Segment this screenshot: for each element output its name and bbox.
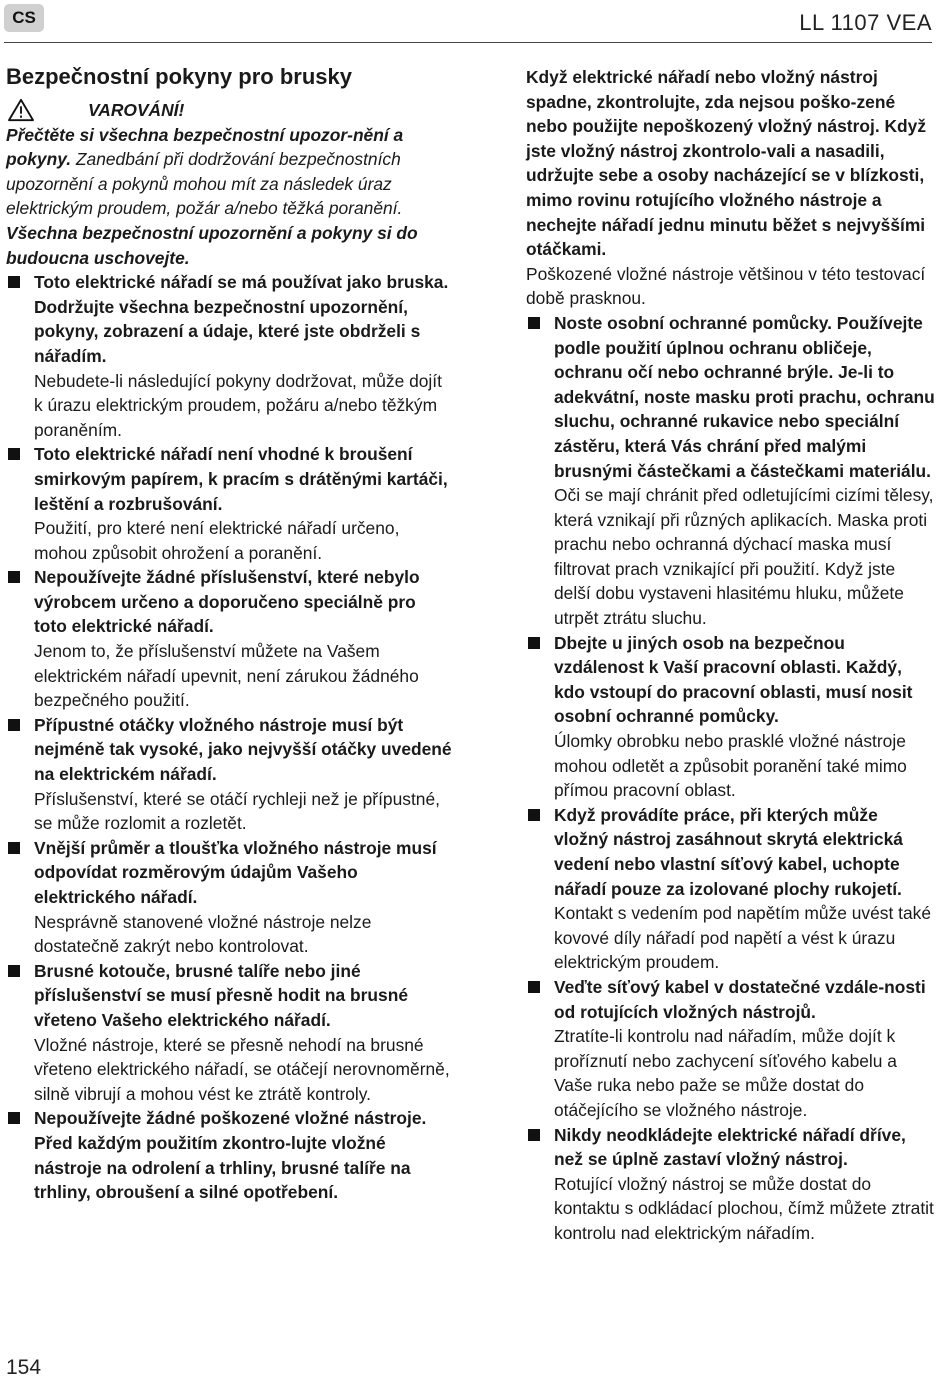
intro-keep-text: Všechna bezpečnostní upozornění a pokyny si do budoucna uschovejte. <box>6 222 418 268</box>
item-bold-text: Toto elektrické nářadí se má používat jako bruska. Dodržujte všechna bezpečnostní upozornění, pokyny, zobrazení a údaje, které jste obdrželi s nářadím. <box>34 272 449 366</box>
warning-label: VAROVÁNÍ! <box>88 100 185 120</box>
continued-paragraph <box>526 65 936 311</box>
continued-normal-text: Poškozené vložné nástroje většinou v této testovací době prasknou. <box>526 263 926 309</box>
list-item <box>6 565 452 713</box>
item-normal-text: Jenom to, že příslušenství můžete na Vašem elektrickém nářadí upevnit, není zárukou žádného bezpečného použití. <box>34 641 419 711</box>
list-item <box>6 442 452 565</box>
intro-normal-text: Zanedbání při dodržování bezpečnostních upozornění a pokynů mohou mít za následek úraz elektrickým proudem, požár a/nebo těžká poranění. <box>6 149 403 219</box>
item-normal-text: Vložné nástroje, které se přesně nehodí na brusné vřeteno elektrického nářadí, se otáčejí nerovnoměrně, silně vibrují a mohou vést ke ztrátě kontroly. <box>34 1034 450 1104</box>
section-title: Bezpečnostní pokyny pro brusky <box>6 64 352 89</box>
list-item <box>6 959 452 1107</box>
header-divider <box>4 42 932 43</box>
bullet-square-icon <box>8 719 20 731</box>
bullet-square-icon <box>528 809 540 821</box>
item-bold-text: Nepoužívejte žádné příslušenství, které nebylo výrobcem určeno a doporučeno speciálně pro toto elektrické nářadí. <box>34 567 420 637</box>
item-normal-text: Kontakt s vedením pod napětím může uvést také kovové díly nářadí pod napětí a vést k úrazu elektrickým proudem. <box>554 903 932 973</box>
item-bold-text: Nepoužívejte žádné poškozené vložné nástroje. Před každým použitím zkontro-lujte vložné nástroje na odrolení a trhliny, brusné talíře na trhliny, obroušení a silné opotřebení. <box>34 1108 427 1203</box>
item-bold-text: Když provádíte práce, při kterých může vložný nástroj zasáhnout skrytá elektrická vedení nebo vlastní síťový kabel, uchopte nářadí pouze za izolované plochy rukojetí. <box>554 804 903 899</box>
bullet-square-icon <box>528 637 540 649</box>
item-normal-text: Ztratíte-li kontrolu nad nářadím, může dojít k proříznutí nebo zachycení síťového kabelu a Vaše ruka nebo paže se může dostat do otáčejícího se vložného nástroje. <box>554 1026 897 1120</box>
item-normal-text: Nesprávně stanovené vložné nástroje nelze dostatečně zakrýt nebo kontrolovat. <box>34 911 372 957</box>
item-bold-text: Noste osobní ochranné pomůcky. Používejte podle použití úplnou ochranu obličeje, ochranu očí nebo ochranné brýle. Je-li to adekvátní, noste masku proti prachu, ochranu sluchu, ochranné rukavice nebo speciální zástěru, která Vás chrání před malými brusnými částečkami a částečkami materiálu. <box>554 312 935 481</box>
bullet-square-icon <box>8 1112 20 1124</box>
item-bold-text: Dbejte u jiných osob na bezpečnou vzdálenost k Vaší pracovní oblasti. Každý, kdo vstoupí do pracovní oblasti, musí nosit osobní ochranné pomůcky. <box>554 632 913 727</box>
bullet-square-icon <box>8 448 20 460</box>
language-badge: CS <box>4 4 44 32</box>
list-item <box>526 803 936 975</box>
left-column <box>6 64 452 1205</box>
model-number: LL 1107 VEA <box>799 10 932 35</box>
page-number: 154 <box>6 1356 42 1379</box>
list-item <box>6 713 452 836</box>
item-normal-text: Příslušenství, které se otáčí rychleji než je přípustné, se může rozlomit a rozletět. <box>34 788 440 834</box>
bullet-square-icon <box>528 1129 540 1141</box>
warning-line <box>6 98 452 123</box>
bullet-square-icon <box>8 571 20 583</box>
item-bold-text: Nikdy neodkládejte elektrické nářadí dříve, než se úplně zastaví vložný nástroj. <box>554 1124 906 1170</box>
item-normal-text: Oči se mají chránit před odletujícími cizími tělesy, která vznikají při různých aplikacích. Maska proti prachu nebo ochranná dýchací maska musí filtrovat prach vznikající při použití. Když jste delší dobu vystaveni hlasitému hluku, můžete utrpět ztrátu sluchu. <box>554 485 934 629</box>
item-bold-text: Toto elektrické nářadí není vhodné k broušení smirkovým papírem, k pracím s drátěnými kartáči, leštění a rozbrušování. <box>34 444 448 514</box>
item-normal-text: Nebudete-li následující pokyny dodržovat, může dojít k úrazu elektrickým proudem, požáru a/nebo těžkým poraněním. <box>34 370 442 440</box>
list-item <box>526 631 936 803</box>
warning-triangle-icon <box>6 98 36 122</box>
item-bold-text: Veďte síťový kabel v dostatečné vzdále-nosti od rotujících vložných nástrojů. <box>554 976 926 1022</box>
list-item <box>526 1123 936 1246</box>
item-bold-text: Přípustné otáčky vložného nástroje musí být nejméně tak vysoké, jako nejvyšší otáčky uvedené na elektrickém nářadí. <box>34 714 452 785</box>
list-item <box>526 311 936 631</box>
list-item <box>6 836 452 959</box>
item-normal-text: Úlomky obrobku nebo prasklé vložné nástroje mohou odletět a způsobit poranění také mimo přímou pracovní oblast. <box>554 731 907 801</box>
list-item <box>526 975 936 1123</box>
intro-bold-text: Přečtěte si všechna bezpečnostní upozor-nění a pokyny. <box>6 124 404 170</box>
right-column <box>526 65 936 1246</box>
bullet-square-icon <box>528 981 540 993</box>
list-item <box>6 1106 452 1204</box>
bullet-square-icon <box>528 317 540 329</box>
list-item <box>6 270 452 442</box>
item-bold-text: Vnější průměr a tloušťka vložného nástroje musí odpovídat rozměrovým údajům Vašeho elektrického nářadí. <box>34 837 437 907</box>
item-normal-text: Rotující vložný nástroj se může dostat do kontaktu s odkládací plochou, čímž můžete ztratit kontrolu nad elektrickým nářadím. <box>554 1173 934 1243</box>
bullet-square-icon <box>8 276 20 288</box>
continued-bold-text: Když elektrické nářadí nebo vložný nástroj spadne, zkontrolujte, zda nejsou poško-zené nebo použijte nepoškozený vložný nástroj. Když jste vložný nástroj zkontrolo-vali a nasadili, udržujte sebe a osoby nacházející se v blízkosti, mimo rovinu rotujícího vložného nástroje a nechejte nářadí jednu minutu běžet s nejvyššími otáčkami. <box>526 67 927 260</box>
item-normal-text: Použití, pro které není elektrické nářadí určeno, mohou způsobit ohrožení a poranění. <box>34 518 400 563</box>
bullet-square-icon <box>8 965 20 977</box>
bullet-square-icon <box>8 842 20 854</box>
item-bold-text: Brusné kotouče, brusné talíře nebo jiné příslušenství se musí přesně hodit na brusné vřeteno Vašeho elektrického nářadí. <box>34 960 409 1030</box>
intro-paragraph <box>6 123 452 271</box>
